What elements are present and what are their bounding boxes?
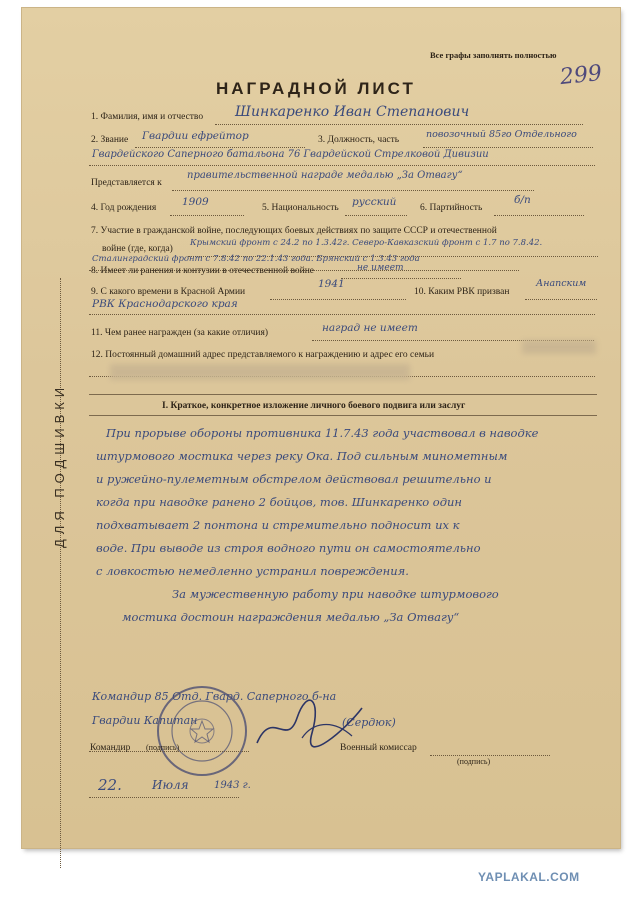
field-10-label: 10. Каким РВК призван (414, 287, 510, 297)
binding-margin-label: ДЛЯ ПОДШИВКИ (52, 382, 67, 548)
field-1-line (215, 124, 583, 125)
field-8-line (341, 278, 461, 279)
field-9-line (270, 299, 406, 300)
field-7-value-2: Сталинградский фронт с 7.8.42 по 22.1.43 года. Брянский с 1.3.43 года (92, 254, 420, 264)
field-2-value: Гвардии ефрейтор (142, 130, 249, 142)
field-9-label: 9. С какого времени в Красной Армии (91, 287, 246, 297)
field-5-label: 5. Национальность (262, 203, 339, 213)
field-1-value: Шинкаренко Иван Степанович (235, 104, 470, 120)
redacted-address-2 (110, 364, 410, 380)
field-10-value-2: РВК Краснодарского края (92, 298, 238, 310)
feat-line-9: мостика достоин награждения медалью „За Отвагу“ (122, 610, 460, 624)
page-title: НАГРАДНОЙ ЛИСТ (216, 79, 416, 98)
field-2-line (135, 147, 305, 148)
feat-line-2: штурмового мостика через реку Ока. Под сильным минометным (96, 449, 508, 463)
commander-sub-label: (подпись) (146, 743, 180, 752)
section-divider-2 (89, 415, 597, 416)
feat-line-8: За мужественную работу при наводке штурмового (172, 587, 499, 601)
field-10-line (525, 299, 597, 300)
present-label: Представляется к (91, 178, 162, 188)
field-3-label: 3. Должность, часть (318, 135, 400, 145)
field-4-value: 1909 (182, 196, 209, 208)
redacted-address (522, 340, 596, 354)
date-month: Июля (152, 778, 189, 792)
feat-line-7: с ловкостью немедленно устранил повреждения. (96, 564, 409, 578)
field-3-line (423, 147, 593, 148)
field-3-line-2 (89, 165, 595, 166)
watermark: YAPLAKAL.COM (478, 870, 580, 884)
field-6-line (494, 215, 584, 216)
field-5-line (345, 215, 407, 216)
commander-name-handwritten: (Сердюк) (342, 716, 396, 729)
field-8-label: 8. Имеет ли ранения и контузии в отечественной войне (91, 266, 315, 276)
unit-seal-stamp (154, 683, 250, 779)
field-8-value: не имеет (357, 263, 404, 273)
commissar-sub-label: (подпись) (457, 757, 491, 766)
date-year: 1943 г. (214, 780, 251, 791)
award-sheet (22, 8, 620, 848)
present-line (172, 190, 534, 191)
field-10-line-2 (89, 314, 595, 315)
section-title: I. Краткое, конкретное изложение личного боевого подвига или заслуг (162, 401, 466, 411)
commissar-signature-line (430, 755, 550, 756)
feat-line-6: воде. При выводе из строя водного пути он самостоятельно (96, 541, 481, 555)
date-day: 22. (98, 776, 122, 794)
date-line (89, 797, 239, 798)
binding-margin-line (60, 278, 61, 868)
field-5-value: русский (352, 196, 397, 208)
field-11-value: наград не имеет (322, 322, 418, 334)
field-3-value-2: Гвардейского Саперного батальона 76 Гвардейской Стрелковой Дивизии (92, 149, 489, 160)
commander-title-handwritten: Командир 85 Отд. Гвард. Саперного б-на (92, 690, 337, 703)
field-7-label: 7. Участие в гражданской войне, последующих боевых действиях по защите СССР и отечественной (91, 226, 497, 236)
field-7-label-2: войне (где, когда) (102, 244, 173, 254)
field-6-value: б/п (514, 194, 531, 206)
commissar-label: Военный комиссар (340, 743, 417, 753)
present-value: правительственной награде медалью „За Отвагу“ (187, 170, 463, 181)
section-divider (89, 394, 597, 395)
field-1-label: 1. Фамилия, имя и отчество (91, 112, 204, 122)
field-4-line (170, 215, 244, 216)
field-2-label: 2. Звание (91, 135, 129, 145)
field-6-label: 6. Партийность (420, 203, 483, 213)
feat-line-1: При прорыве обороны противника 11.7.43 года участвовал в наводке (106, 426, 539, 440)
field-12-label: 12. Постоянный домашний адрес представляемого к награждению и адрес его семьи (91, 350, 435, 360)
feat-line-3: и ружейно-пулеметным обстрелом действовал решительно и (96, 472, 492, 486)
field-7-value: Крымский фронт с 24.2 по 1.3.42г. Северо-Кавказский фронт с 1.7 по 7.8.42. (190, 238, 543, 248)
feat-line-5: подхватывает 2 понтона и стремительно подносит их к (96, 518, 460, 532)
field-9-value: 1941 (318, 278, 345, 290)
fill-all-note: Все графы заполнять полностью (430, 50, 557, 60)
field-10-value: Анапским (536, 278, 587, 289)
field-4-label: 4. Год рождения (91, 203, 157, 213)
feat-line-4: когда при наводке ранено 2 бойцов, тов. Шинкаренко один (96, 495, 462, 509)
archive-number-stamp: 299 (558, 60, 604, 91)
commander-rank-handwritten: Гвардии Капитан (92, 714, 198, 727)
field-11-label: 11. Чем ранее награжден (за какие отличия) (91, 328, 269, 338)
field-3-value: повозочный 85го Отдельного (426, 129, 577, 140)
commander-label: Командир (90, 743, 131, 753)
